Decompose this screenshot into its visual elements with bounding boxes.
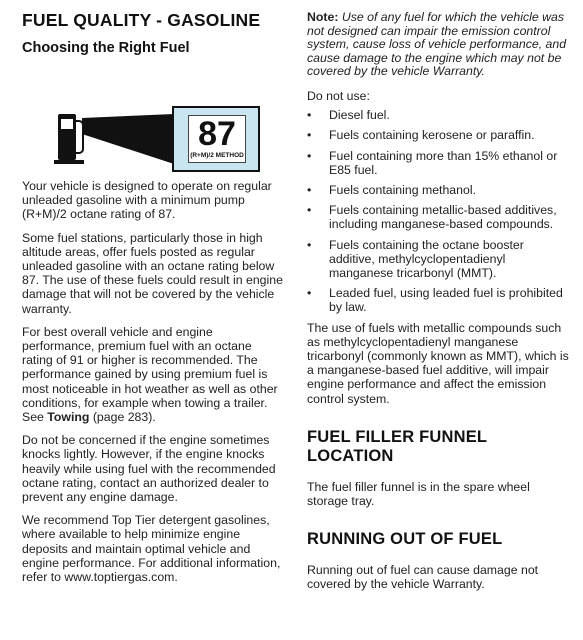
towing-link[interactable]: Towing [47,410,90,425]
paragraph-funnel-location: The fuel filler funnel is in the spare wheel storage tray. [307,479,530,509]
list-item-text: Fuels containing methanol. [329,182,476,197]
note-text: Use of any fuel for which the vehicle was not designed can impair the emission control system, cause loss of vehicle performance, and cause damage to the engine which may not be covered by the vehicle Warranty. [307,10,567,79]
list-item-text: Fuels containing kerosene or paraffin. [329,128,535,143]
octane-method: (R+M)/2 METHOD [190,152,244,159]
octane-rating-label [172,106,260,172]
bullet-icon: • [307,286,312,301]
list-item [307,238,569,281]
bullet-icon: • [307,237,312,252]
list-item [307,128,569,142]
note-paragraph [307,11,569,79]
list-item [307,183,569,197]
fuel-pump-base [54,160,84,164]
do-not-use-heading: Do not use: [307,88,370,103]
bullet-icon: • [307,203,312,218]
paragraph-running-out: Running out of fuel can cause damage not covered by the vehicle Warranty. [307,563,539,592]
page-title: FUEL QUALITY - GASOLINE [22,10,261,30]
octane-graphic [22,66,284,176]
octane-number: 87 [198,115,236,153]
list-item-text: Diesel fuel. [329,108,390,123]
paragraph-high-altitude: Some fuel stations, particularly those in high altitude areas, offer fuels posted as regular unleaded gasoline with an octane rating below 87. The use of these fuels could result in engine damage that will not be covered by the vehicle warranty. [22,230,283,316]
list-item-text: Fuels containing metallic-based additives, including manganese-based compounds. [329,203,557,232]
list-item [307,203,569,231]
bullet-icon: • [307,108,312,123]
bullet-icon: • [307,128,312,143]
list-item-text: Fuels containing the octane booster additive, methylcyclopentadienyl manganese tricarbonyl (MMT). [329,237,524,280]
list-item [307,286,569,314]
prohibited-fuel-list [307,108,569,314]
section-subtitle: Choosing the Right Fuel [22,40,190,56]
paragraph-mmt: The use of fuels with metallic compounds such as methylcyclopentadienyl manganese tricarbonyl (commonly known as MMT), which is a manganese-based fuel additive, will impair engine performance and affect the emission control system. [307,320,569,406]
pump-to-label-beam [82,114,174,172]
octane-rating-panel [188,115,246,163]
list-item [307,108,569,122]
heading-fuel-filler-funnel: FUEL FILLER FUNNEL LOCATION [307,427,487,465]
heading-running-out-of-fuel: RUNNING OUT OF FUEL [307,530,503,549]
note-label: Note: [307,10,339,24]
bullet-icon: • [307,182,312,197]
right-column [307,0,569,592]
paragraph-premium-text: For best overall vehicle and engine performance, premium fuel with an octane rating of 91 or higher is recommended. The performance gained by using premium fuel is most noticeable in hot weather as well as other conditions, for example when towing a trailer. See [22,324,278,425]
paragraph-premium-fuel [22,325,284,424]
left-column [22,0,284,584]
bullet-icon: • [307,148,312,163]
list-item-text: Leaded fuel, using leaded fuel is prohibited by law. [329,286,563,315]
paragraph-top-tier: We recommend Top Tier detergent gasolines, where available to help minimize engine deposits and maintain optimal vehicle and engine performance. For additional information, refer to www.toptiergas.com. [22,513,281,585]
paragraph-premium-page: (page 283). [89,410,156,425]
list-item [307,149,569,177]
paragraph-minimum-octane: Your vehicle is designed to operate on regular unleaded gasoline with a minimum pump (R+M)/2 octane rating of 87. [22,179,272,222]
paragraph-engine-knock: Do not be concerned if the engine sometimes knocks lightly. However, if the engine knocks heavily while using fuel with the recommended octane rating, contact an authorized dealer to prevent any engine damage. [22,433,276,505]
fuel-pump-icon [58,114,82,160]
list-item-text: Fuel containing more than 15% ethanol or E85 fuel. [329,148,558,177]
